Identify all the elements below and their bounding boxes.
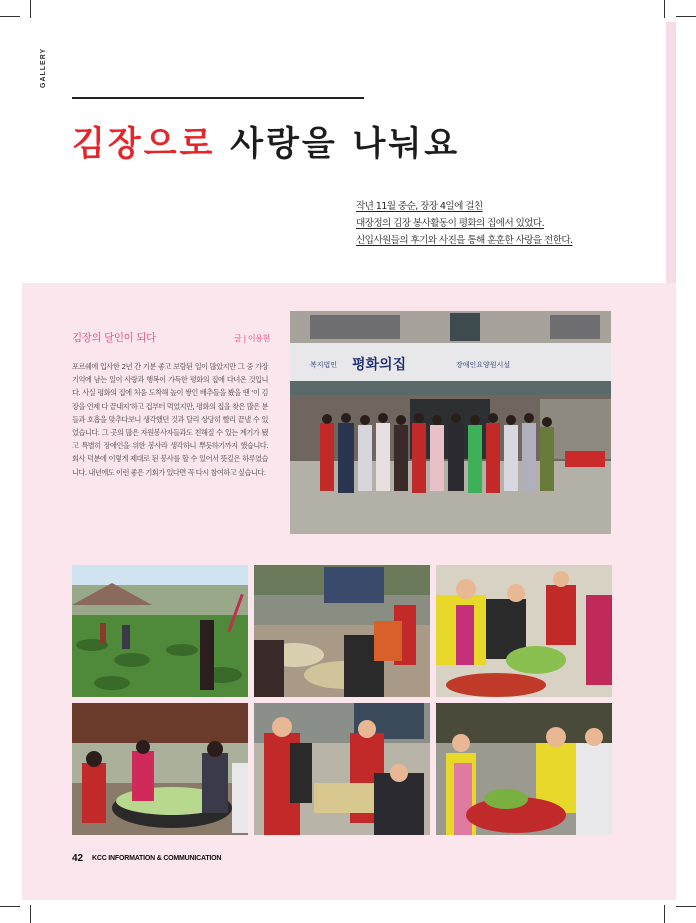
- title-rest: 사랑을 나눠요: [230, 124, 461, 164]
- photo-cabbage-field: [72, 565, 248, 697]
- photo-seasoning-work: [436, 565, 612, 697]
- intro-text: [356, 198, 636, 249]
- article-title: 김장의 달인이 되다: [72, 332, 156, 344]
- crop-mark: [0, 906, 20, 907]
- intro-line: 대장정의 김장 봉사활동이 평화의 집에서 있었다.: [356, 218, 545, 229]
- sign-left-text: 복지법인: [310, 361, 338, 369]
- crop-mark: [664, 905, 665, 923]
- page-number: 42: [72, 853, 84, 864]
- crop-mark: [30, 905, 31, 923]
- crop-mark: [0, 16, 20, 17]
- photo-outdoor-salting: [254, 565, 430, 697]
- photo-packing-table: [254, 703, 430, 835]
- page-title: [72, 116, 460, 165]
- crop-mark: [30, 0, 31, 18]
- title-rule: [72, 97, 364, 99]
- intro-line: 작년 11월 중순, 장장 4일에 걸친: [356, 201, 483, 212]
- title-accent: 김장으로: [72, 124, 216, 164]
- sign-right-text: 장애인요양원시설: [456, 361, 511, 369]
- article-body: 포르쉐에 입사한 2년 간 기분 좋고 보람된 일이 많았지만 그 중 가장 기억에 남는 일이 사랑과 행복이 가득한 평화의 집에 다녀온 것입니다. 사실 평화의 집에 처음 도착해 높이 쌓인 배추들을 봤을 땐 ‘이 김장을 언제 다 끝내지’하고 겁부터 먹었지만, 평화의 집을 찾은 많은 분들과 호흡을 맞추다보니 생각했던 것과 달리 상당히 빨리 끝낼 수 있었습니다. 그 곳의 많은 자원봉사자들과도 친해질 수 있는 계기가 됐고 특별히 장애인을 위한 봉사라 생각하니 뿌듯하기까지 했습니다. 회사 덕분에 이렇게 제대로 된 봉사를 할 수 있어서 뜻깊은 하루였습니다. 내년에도 이런 좋은 기회가 있다면 꼭 다시 참여하고 싶습니다.: [72, 362, 268, 477]
- group-photo: [290, 311, 611, 534]
- section-label: GALLERY: [40, 47, 47, 88]
- crop-mark: [676, 906, 696, 907]
- article-byline: 글 | 이용현: [234, 334, 270, 343]
- crop-mark: [664, 0, 665, 18]
- intro-line: 신입사원들의 후기와 사진을 통해 훈훈한 사랑을 전한다.: [356, 235, 573, 246]
- crop-mark: [676, 16, 696, 17]
- magazine-name: KCC INFORMATION & COMMUNICATION: [92, 855, 222, 862]
- photo-seasoning-team: [436, 703, 612, 835]
- photo-cabbage-basin: [72, 703, 248, 835]
- sign-main-text: 평화의집: [352, 357, 407, 373]
